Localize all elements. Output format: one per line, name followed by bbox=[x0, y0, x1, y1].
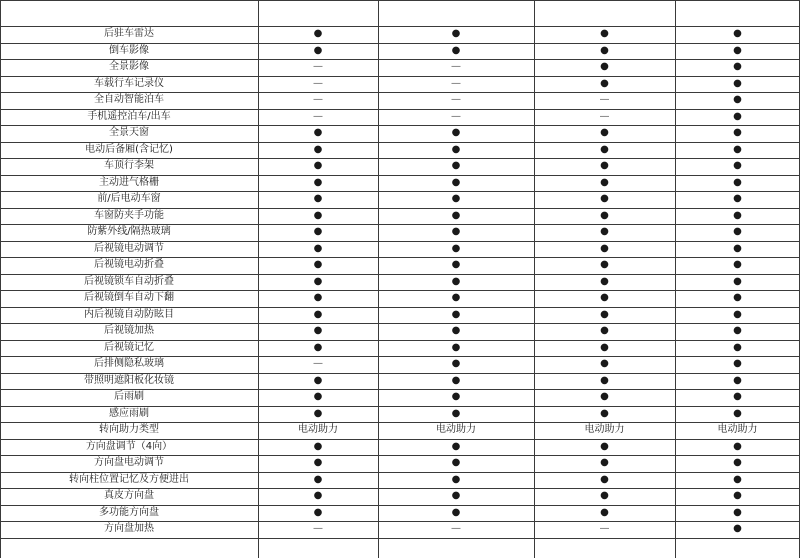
not-available-mark: — bbox=[451, 77, 461, 89]
standard-mark: ● bbox=[451, 44, 461, 56]
standard-mark: ● bbox=[451, 490, 461, 502]
table-row bbox=[0, 356, 800, 373]
table-row bbox=[0, 257, 800, 274]
feature-label: 主动进气格栅 bbox=[99, 176, 159, 188]
not-available-mark: — bbox=[599, 523, 610, 535]
feature-label: 后视镜加热 bbox=[104, 325, 154, 337]
standard-mark: ● bbox=[313, 473, 323, 485]
row-divider bbox=[0, 76, 800, 77]
not-available-mark: — bbox=[451, 110, 461, 122]
table-row bbox=[0, 59, 800, 76]
standard-mark: ● bbox=[451, 292, 461, 304]
standard-mark: ● bbox=[600, 193, 609, 205]
feature-label: 倒车影像 bbox=[109, 44, 149, 56]
feature-label: 后视镜倒车自动下翻 bbox=[84, 292, 174, 304]
standard-mark: ● bbox=[313, 506, 323, 518]
standard-mark: ● bbox=[451, 457, 461, 469]
standard-mark: ● bbox=[733, 275, 742, 287]
row-divider bbox=[0, 356, 800, 357]
feature-label: 后视镜记忆 bbox=[104, 341, 154, 353]
feature-label: 手机遥控泊车/出车 bbox=[87, 110, 171, 122]
standard-mark: ● bbox=[313, 308, 323, 320]
table-row bbox=[0, 76, 800, 93]
not-available-mark: — bbox=[313, 77, 323, 89]
row-divider bbox=[0, 274, 800, 275]
standard-mark: ● bbox=[733, 77, 742, 89]
standard-mark: ● bbox=[733, 308, 742, 320]
table-row bbox=[0, 389, 800, 406]
standard-mark: ● bbox=[600, 209, 609, 221]
standard-mark: ● bbox=[313, 44, 323, 56]
not-available-mark: — bbox=[313, 523, 323, 535]
standard-mark: ● bbox=[451, 308, 461, 320]
standard-mark: ● bbox=[313, 391, 323, 403]
feature-label: 后排侧隐私玻璃 bbox=[94, 358, 164, 370]
not-available-mark: — bbox=[451, 523, 461, 535]
standard-mark: ● bbox=[451, 407, 461, 419]
standard-mark: ● bbox=[733, 259, 742, 271]
standard-mark: ● bbox=[313, 325, 323, 337]
table-row bbox=[0, 472, 800, 489]
feature-label: 转向助力类型 bbox=[99, 424, 159, 436]
feature-label: 多功能方向盘 bbox=[99, 506, 159, 518]
standard-mark: ● bbox=[733, 28, 742, 40]
standard-mark: ● bbox=[733, 506, 742, 518]
standard-mark: ● bbox=[313, 259, 323, 271]
not-available-mark: — bbox=[313, 94, 323, 106]
feature-label: 后视镜锁车自动折叠 bbox=[84, 275, 174, 287]
row-divider bbox=[0, 538, 800, 539]
standard-mark: ● bbox=[451, 440, 461, 452]
standard-mark: ● bbox=[313, 127, 323, 139]
row-divider bbox=[0, 59, 800, 60]
row-divider bbox=[0, 158, 800, 159]
standard-mark: ● bbox=[451, 506, 461, 518]
standard-mark: ● bbox=[313, 490, 323, 502]
value-text: 电动助力 bbox=[717, 424, 758, 436]
feature-label: 后驻车雷达 bbox=[104, 28, 154, 40]
row-divider bbox=[0, 241, 800, 242]
standard-mark: ● bbox=[600, 457, 609, 469]
standard-mark: ● bbox=[733, 358, 742, 370]
table-row bbox=[0, 274, 800, 291]
standard-mark: ● bbox=[733, 61, 742, 73]
feature-label: 防紫外线/隔热玻璃 bbox=[87, 226, 171, 238]
row-divider bbox=[0, 43, 800, 44]
spec-table bbox=[0, 26, 800, 558]
standard-mark: ● bbox=[733, 160, 742, 172]
standard-mark: ● bbox=[733, 176, 742, 188]
feature-label: 车载行车记录仪 bbox=[94, 77, 164, 89]
feature-label: 全景影像 bbox=[109, 61, 149, 73]
not-available-mark: — bbox=[599, 94, 610, 106]
column-divider bbox=[378, 0, 379, 558]
standard-mark: ● bbox=[733, 523, 742, 535]
row-divider bbox=[0, 488, 800, 489]
row-divider bbox=[0, 142, 800, 143]
row-divider bbox=[0, 389, 800, 390]
standard-mark: ● bbox=[733, 242, 742, 254]
feature-label: 后雨刷 bbox=[114, 391, 144, 403]
standard-mark: ● bbox=[313, 160, 323, 172]
row-divider bbox=[0, 125, 800, 126]
standard-mark: ● bbox=[313, 292, 323, 304]
standard-mark: ● bbox=[600, 44, 609, 56]
standard-mark: ● bbox=[733, 193, 742, 205]
row-divider bbox=[0, 505, 800, 506]
feature-label: 后视镜电动调节 bbox=[94, 242, 164, 254]
not-available-mark: — bbox=[451, 94, 461, 106]
standard-mark: ● bbox=[600, 77, 609, 89]
column-divider bbox=[675, 0, 676, 558]
feature-label: 电动后备厢(含记忆) bbox=[85, 143, 173, 155]
standard-mark: ● bbox=[733, 407, 742, 419]
feature-label: 全景天窗 bbox=[109, 127, 149, 139]
table-row bbox=[0, 455, 800, 472]
table-row bbox=[0, 373, 800, 390]
standard-mark: ● bbox=[600, 61, 609, 73]
row-divider bbox=[0, 191, 800, 192]
standard-mark: ● bbox=[733, 457, 742, 469]
table-row bbox=[0, 323, 800, 340]
row-divider bbox=[0, 439, 800, 440]
standard-mark: ● bbox=[600, 506, 609, 518]
standard-mark: ● bbox=[451, 28, 461, 40]
value-text: 电动助力 bbox=[436, 424, 476, 436]
feature-label: 车窗防夹手功能 bbox=[94, 209, 164, 221]
not-available-mark: — bbox=[313, 110, 323, 122]
table-row bbox=[0, 125, 800, 142]
row-divider bbox=[0, 340, 800, 341]
standard-mark: ● bbox=[600, 308, 609, 320]
standard-mark: ● bbox=[600, 176, 609, 188]
feature-label: 转向柱位置记忆及方便进出 bbox=[69, 473, 189, 485]
row-divider bbox=[0, 323, 800, 324]
column-divider bbox=[0, 0, 1, 558]
standard-mark: ● bbox=[733, 143, 742, 155]
table-row bbox=[0, 208, 800, 225]
standard-mark: ● bbox=[313, 374, 323, 386]
table-row bbox=[0, 340, 800, 357]
standard-mark: ● bbox=[313, 275, 323, 287]
standard-mark: ● bbox=[451, 160, 461, 172]
standard-mark: ● bbox=[451, 226, 461, 238]
standard-mark: ● bbox=[733, 209, 742, 221]
table-row bbox=[0, 92, 800, 109]
standard-mark: ● bbox=[600, 391, 609, 403]
feature-label: 内后视镜自动防眩目 bbox=[84, 308, 174, 320]
standard-mark: ● bbox=[600, 440, 609, 452]
standard-mark: ● bbox=[600, 407, 609, 419]
standard-mark: ● bbox=[733, 325, 742, 337]
row-divider bbox=[0, 175, 800, 176]
standard-mark: ● bbox=[600, 358, 609, 370]
feature-label: 车顶行李架 bbox=[104, 160, 154, 172]
row-divider bbox=[0, 290, 800, 291]
not-available-mark: — bbox=[451, 61, 461, 73]
table-row bbox=[0, 175, 800, 192]
standard-mark: ● bbox=[600, 143, 609, 155]
feature-label: 真皮方向盘 bbox=[104, 490, 154, 502]
standard-mark: ● bbox=[313, 457, 323, 469]
standard-mark: ● bbox=[313, 28, 323, 40]
standard-mark: ● bbox=[313, 226, 323, 238]
value-text: 电动助力 bbox=[584, 424, 625, 436]
not-available-mark: — bbox=[599, 110, 610, 122]
standard-mark: ● bbox=[451, 143, 461, 155]
row-divider bbox=[0, 422, 800, 423]
table-row bbox=[0, 158, 800, 175]
table-row bbox=[0, 43, 800, 60]
row-divider bbox=[0, 26, 800, 27]
standard-mark: ● bbox=[313, 209, 323, 221]
standard-mark: ● bbox=[600, 28, 609, 40]
standard-mark: ● bbox=[451, 209, 461, 221]
standard-mark: ● bbox=[600, 341, 609, 353]
standard-mark: ● bbox=[451, 193, 461, 205]
standard-mark: ● bbox=[451, 391, 461, 403]
row-divider bbox=[0, 208, 800, 209]
feature-label: 方向盘加热 bbox=[104, 523, 154, 535]
feature-label: 后视镜电动折叠 bbox=[94, 259, 164, 271]
table-row bbox=[0, 422, 800, 439]
standard-mark: ● bbox=[451, 473, 461, 485]
table-row bbox=[0, 406, 800, 423]
standard-mark: ● bbox=[451, 176, 461, 188]
table-row bbox=[0, 142, 800, 159]
feature-label: 前/后电动车窗 bbox=[97, 193, 161, 205]
feature-label: 带照明遮阳板化妆镜 bbox=[84, 374, 174, 386]
standard-mark: ● bbox=[451, 259, 461, 271]
standard-mark: ● bbox=[451, 358, 461, 370]
standard-mark: ● bbox=[600, 473, 609, 485]
standard-mark: ● bbox=[733, 292, 742, 304]
standard-mark: ● bbox=[600, 292, 609, 304]
standard-mark: ● bbox=[733, 391, 742, 403]
table-row bbox=[0, 307, 800, 324]
table-row bbox=[0, 488, 800, 505]
row-divider bbox=[0, 472, 800, 473]
table-row bbox=[0, 224, 800, 241]
standard-mark: ● bbox=[451, 374, 461, 386]
standard-mark: ● bbox=[733, 44, 742, 56]
standard-mark: ● bbox=[600, 127, 609, 139]
row-divider bbox=[0, 109, 800, 110]
value-text: 电动助力 bbox=[298, 424, 338, 436]
row-divider bbox=[0, 307, 800, 308]
table-row bbox=[0, 241, 800, 258]
standard-mark: ● bbox=[600, 226, 609, 238]
table-row bbox=[0, 26, 800, 43]
standard-mark: ● bbox=[733, 341, 742, 353]
standard-mark: ● bbox=[733, 94, 742, 106]
standard-mark: ● bbox=[600, 242, 609, 254]
standard-mark: ● bbox=[733, 226, 742, 238]
standard-mark: ● bbox=[313, 143, 323, 155]
standard-mark: ● bbox=[733, 374, 742, 386]
standard-mark: ● bbox=[600, 325, 609, 337]
standard-mark: ● bbox=[733, 110, 742, 122]
row-divider bbox=[0, 92, 800, 93]
row-divider bbox=[0, 0, 800, 1]
standard-mark: ● bbox=[313, 242, 323, 254]
column-divider bbox=[534, 0, 535, 558]
not-available-mark: — bbox=[313, 61, 323, 73]
standard-mark: ● bbox=[313, 176, 323, 188]
table-row bbox=[0, 191, 800, 208]
table-row bbox=[0, 439, 800, 456]
standard-mark: ● bbox=[600, 275, 609, 287]
standard-mark: ● bbox=[733, 440, 742, 452]
standard-mark: ● bbox=[313, 341, 323, 353]
standard-mark: ● bbox=[600, 259, 609, 271]
row-divider bbox=[0, 521, 800, 522]
standard-mark: ● bbox=[733, 127, 742, 139]
row-divider bbox=[0, 224, 800, 225]
standard-mark: ● bbox=[600, 374, 609, 386]
standard-mark: ● bbox=[451, 242, 461, 254]
standard-mark: ● bbox=[313, 407, 323, 419]
row-divider bbox=[0, 406, 800, 407]
table-row bbox=[0, 109, 800, 126]
row-divider bbox=[0, 455, 800, 456]
standard-mark: ● bbox=[451, 275, 461, 287]
table-row bbox=[0, 290, 800, 307]
column-divider bbox=[258, 0, 259, 558]
table-row bbox=[0, 505, 800, 522]
not-available-mark: — bbox=[313, 358, 323, 370]
standard-mark: ● bbox=[733, 473, 742, 485]
standard-mark: ● bbox=[600, 160, 609, 172]
standard-mark: ● bbox=[600, 490, 609, 502]
standard-mark: ● bbox=[451, 341, 461, 353]
feature-label: 方向盘电动调节 bbox=[94, 457, 164, 469]
row-divider bbox=[0, 257, 800, 258]
standard-mark: ● bbox=[733, 490, 742, 502]
standard-mark: ● bbox=[451, 127, 461, 139]
table-row bbox=[0, 521, 800, 538]
row-divider bbox=[0, 373, 800, 374]
feature-label: 全自动智能泊车 bbox=[94, 94, 164, 106]
standard-mark: ● bbox=[451, 325, 461, 337]
standard-mark: ● bbox=[313, 193, 323, 205]
feature-label: 感应雨刷 bbox=[109, 407, 149, 419]
feature-label: 方向盘调节（4向） bbox=[85, 440, 173, 452]
standard-mark: ● bbox=[313, 440, 323, 452]
